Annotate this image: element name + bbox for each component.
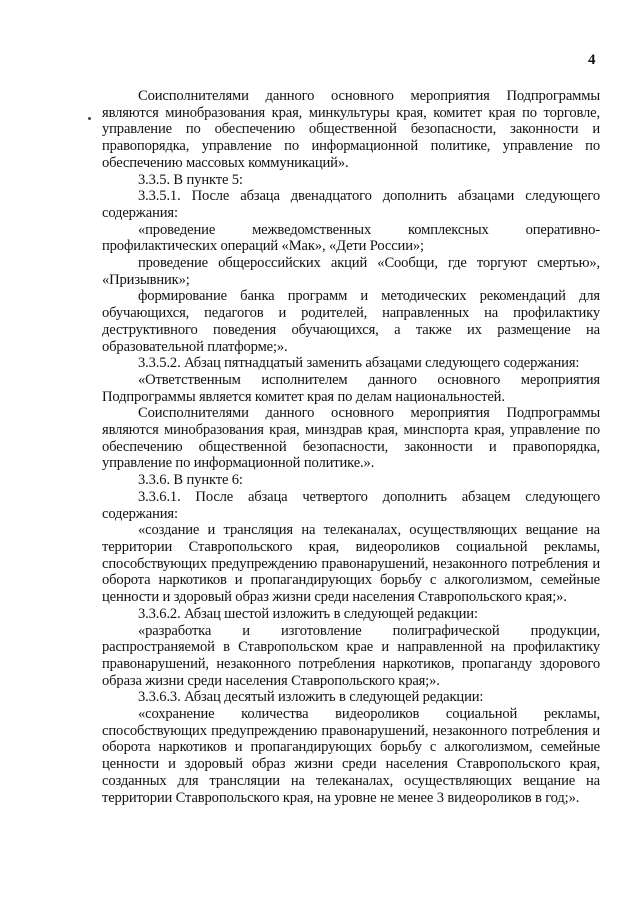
paragraph-responsible-executor: «Ответственным исполнителем данного основного мероприятия Подпрограммы является комитет края по делам национальностей. — [102, 371, 600, 405]
paragraph-video-count: «сохранение количества видеороликов социальной рекламы, способствующих предупреждению правонарушений, незаконного потребления и оборота наркотиков и пропагандирующих борьбу с алкоголизмом, семейные ценности и здоровый образ жизни среди населения Ставропольского края, созданных для трансляции на телеканалах, осуществляющих вещание на территории Ставропольского края, на уровне не менее 3 видеороликов в год;». — [102, 706, 600, 806]
paragraph-item-3-3-5-2: 3.3.5.2. Абзац пятнадцатый заменить абзацами следующего содержания: — [138, 355, 580, 372]
scan-artifact-dot — [88, 117, 91, 120]
paragraph-item-3-3-6-3: 3.3.6.3. Абзац десятый изложить в следующей редакции: — [138, 689, 484, 706]
paragraph-item-3-3-5: 3.3.5. В пункте 5: — [138, 171, 243, 188]
paragraph-item-3-3-5-1: 3.3.5.1. После абзаца двенадцатого дополнить абзацами следующего содержания: — [102, 188, 600, 221]
document-body — [102, 88, 600, 806]
paragraph-item-3-3-6-2: 3.3.6.2. Абзац шестой изложить в следующей редакции: — [138, 605, 478, 622]
paragraph-tv-videos: «создание и трансляция на телеканалах, осуществляющих вещание на территории Ставропольского края, видеороликов социальной рекламы, способствующих предупреждению правонарушений, незаконного потребления и оборота наркотиков и пропагандирующих борьбу с алкоголизмом, семейные ценности и здоровый образ жизни среди населения Ставропольского края;». — [102, 522, 600, 606]
page-number: 4 — [588, 52, 596, 68]
paragraph-printed-products: «разработка и изготовление полиграфической продукции, распространяемой в Ставропольском крае и направленной на профилактику правонарушений, незаконного потребления наркотиков, пропаганду здорового образа жизни среди населения Ставропольского края;». — [102, 622, 600, 689]
paragraph-operations-mak: «проведение межведомственных комплексных оперативно-профилактических операций «Мак», «Дети России»; — [102, 221, 600, 255]
paragraph-all-russian-actions: проведение общероссийских акций «Сообщи, где торгуют смертью», «Призывник»; — [102, 255, 600, 288]
paragraph-program-bank: формирование банка программ и методических рекомендаций для обучающихся, педагогов и родителей, направленных на профилактику деструктивного поведения обучающихся, а также их размещение на образовательной платформе;». — [102, 288, 600, 355]
paragraph-item-3-3-6-1: 3.3.6.1. После абзаца четвертого дополнить абзацем следующего содержания: — [102, 488, 600, 522]
paragraph-coexecutors-1: Соисполнителями данного основного мероприятия Подпрограммы являются минобразования края, минкультуры края, комитет края по торговле, управление по обеспечению общественной безопасности, законности и правопорядка, управление по информационной политике, управление по обеспечению массовых коммуникаций». — [102, 88, 600, 171]
paragraph-coexecutors-2: Соисполнителями данного основного мероприятия Подпрограммы являются минобразования края, минздрав края, минспорта края, управление по обеспечению общественной безопасности, законности и правопорядка, управление по информационной политике.». — [102, 405, 600, 472]
paragraph-item-3-3-6: 3.3.6. В пункте 6: — [138, 472, 243, 489]
